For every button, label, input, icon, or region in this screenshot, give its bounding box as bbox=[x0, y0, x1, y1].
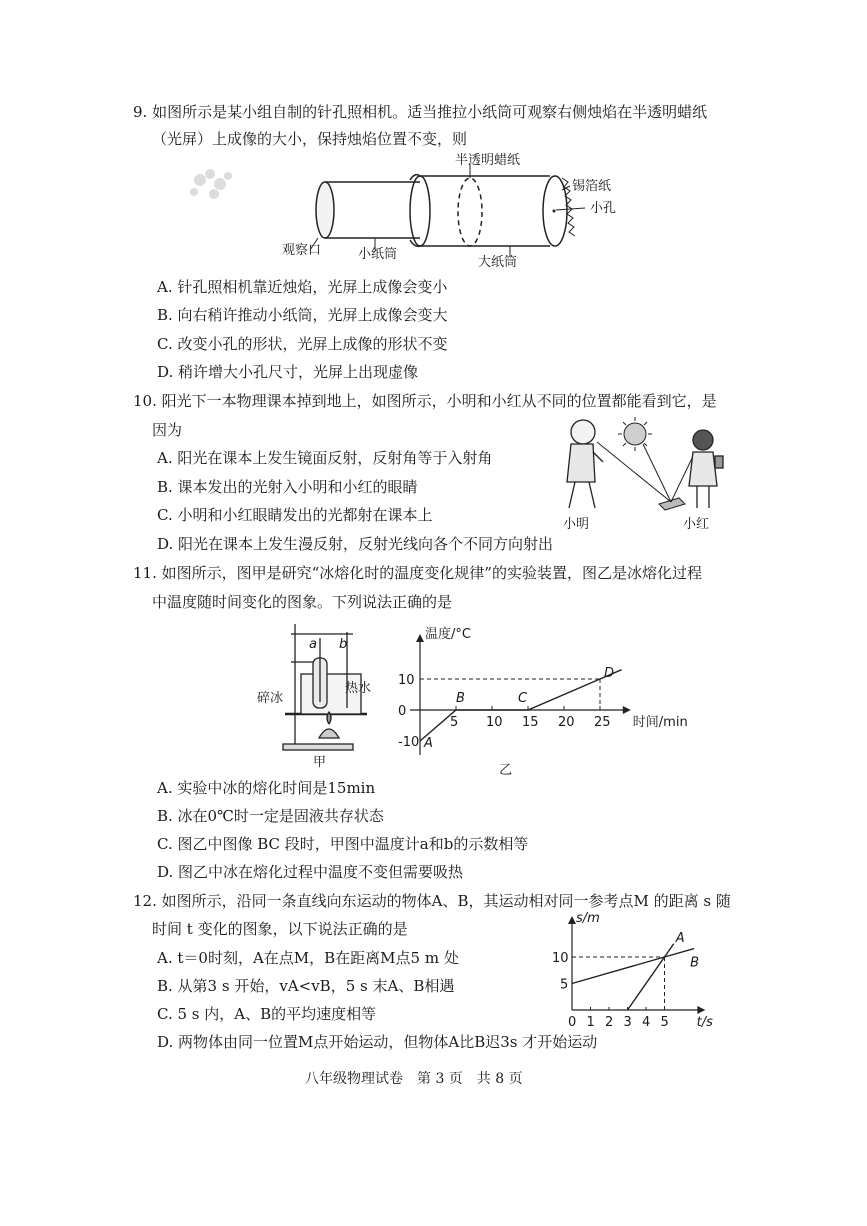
q10-stem-line2: 因为 bbox=[152, 421, 183, 439]
y-tick-label: 10 bbox=[552, 951, 569, 966]
y-axis-label: 温度/°C bbox=[425, 627, 471, 642]
q11-option-c: C. 图乙中图像 BC 段时，甲图中温度计a和b的示数相等 bbox=[157, 835, 529, 853]
q12-stem-line2: 时间 t 变化的图象，以下说法正确的是 bbox=[152, 920, 408, 938]
label-hot-water: 热水 bbox=[345, 681, 372, 696]
x-tick-label: 10 bbox=[486, 715, 503, 730]
x-tick-label: 5 bbox=[450, 715, 459, 730]
q10-diffuse-reflection-figure bbox=[555, 412, 745, 534]
x-tick-label: 0 bbox=[568, 1015, 577, 1030]
q12-stem-line1: 12. 如图所示，沿同一条直线向东运动的物体A、B，其运动相对同一参考点M 的距离 s 随 bbox=[133, 892, 731, 910]
label-big-tube: 大纸筒 bbox=[478, 255, 518, 270]
y-axis-arrow bbox=[416, 634, 424, 642]
label-small-tube: 小纸筒 bbox=[358, 247, 398, 262]
label-eyepiece: 观察口 bbox=[282, 243, 322, 258]
q11-option-d: D. 图乙中冰在熔化过程中温度不变但需要吸热 bbox=[157, 863, 464, 881]
q12-option-d: D. 两物体由同一位置M点开始运动，但物体A比B迟3s 才开始运动 bbox=[157, 1033, 598, 1051]
q11-stem-line1: 11. 如图所示，图甲是研究“冰熔化时的温度变化规律”的实验装置，图乙是冰熔化过程 bbox=[133, 564, 702, 582]
q12-option-b: B. 从第3 s 开始，vA<vB，5 s 末A、B相遇 bbox=[157, 977, 455, 995]
q9-stem-line2: （光屏）上成像的大小，保持烛焰位置不变，则 bbox=[152, 130, 468, 148]
stand-base bbox=[283, 744, 353, 750]
series-line-B bbox=[572, 949, 694, 984]
q11-option-b: B. 冰在0℃时一定是固液共存状态 bbox=[157, 807, 384, 825]
q10-option-d: D. 阳光在课本上发生漫反射，反射光线向各个不同方向射出 bbox=[157, 535, 554, 553]
x-axis-arrow bbox=[623, 706, 631, 714]
y-axis-arrow bbox=[568, 916, 576, 924]
q9-pinhole-camera-figure bbox=[170, 150, 640, 270]
label-translucent-paper: 半透明蜡纸 bbox=[455, 153, 521, 168]
point-label-B: B bbox=[456, 691, 465, 706]
q12-distance-time-chart bbox=[540, 910, 740, 1034]
y-tick-label: 10 bbox=[398, 673, 415, 688]
big-tube bbox=[410, 175, 567, 247]
label-xiaoming: 小明 bbox=[563, 517, 590, 532]
y-tick-label: 0 bbox=[398, 704, 407, 719]
x-axis-arrow bbox=[697, 1006, 705, 1014]
q10-option-b: B. 课本发出的光射入小明和小红的眼睛 bbox=[157, 478, 418, 496]
x-tick-label: 25 bbox=[594, 715, 611, 730]
x-tick-label: 5 bbox=[660, 1015, 669, 1030]
x-tick-label: 1 bbox=[586, 1015, 595, 1030]
page-footer: 八年级物理试卷 第 3 页 共 8 页 bbox=[305, 1071, 523, 1087]
smudge-mark bbox=[190, 169, 232, 199]
x-axis-label: t/s bbox=[696, 1015, 713, 1030]
q11-stem-line2: 中温度随时间变化的图象。下列说法正确的是 bbox=[152, 593, 453, 611]
x-tick-label: 4 bbox=[642, 1015, 651, 1030]
girl-figure bbox=[689, 430, 723, 508]
point-label-D: D bbox=[604, 666, 615, 681]
label-yi: 乙 bbox=[499, 763, 513, 778]
q9-option-a: A. 针孔照相机靠近烛焰，光屏上成像会变小 bbox=[157, 278, 448, 296]
sun-icon bbox=[618, 417, 652, 451]
label-pinhole: 小孔 bbox=[590, 201, 617, 216]
series-label-A: A bbox=[675, 930, 685, 946]
label-xiaohong: 小红 bbox=[683, 517, 710, 532]
label-a: a bbox=[309, 637, 317, 652]
q12-option-c: C. 5 s 内，A、B的平均速度相等 bbox=[157, 1005, 377, 1023]
x-tick-label: 15 bbox=[522, 715, 539, 730]
point-label-C: C bbox=[518, 691, 528, 706]
label-jia: 甲 bbox=[313, 755, 327, 770]
x-tick-label: 3 bbox=[623, 1015, 632, 1030]
q12-option-a: A. t＝0时刻，A在点M，B在距离M点5 m 处 bbox=[157, 949, 459, 967]
alcohol-lamp bbox=[319, 729, 339, 738]
q10-option-c: C. 小明和小红眼睛发出的光都射在课本上 bbox=[157, 506, 433, 524]
q9-stem-line1: 9. 如图所示是某小组自制的针孔照相机。适当推拉小纸筒可观察右侧烛焰在半透明蜡纸 bbox=[133, 103, 708, 121]
small-tube bbox=[316, 182, 420, 238]
boy-figure bbox=[567, 420, 603, 508]
label-foil: 锡箔纸 bbox=[572, 179, 612, 194]
y-tick-label: -10 bbox=[398, 735, 420, 750]
label-b: b bbox=[339, 637, 348, 652]
q9-option-c: C. 改变小孔的形状，光屏上成像的形状不变 bbox=[157, 335, 448, 353]
q10-option-a: A. 阳光在课本上发生镜面反射，反射角等于入射角 bbox=[157, 449, 493, 467]
q9-option-b: B. 向右稍许推动小纸筒，光屏上成像会变大 bbox=[157, 306, 448, 324]
point-label-A: A bbox=[424, 736, 433, 751]
x-tick-label: 2 bbox=[605, 1015, 614, 1030]
x-tick-label: 20 bbox=[558, 715, 575, 730]
y-axis-label: s/m bbox=[576, 911, 600, 926]
series-line-A bbox=[628, 944, 674, 1010]
q9-option-d: D. 稍许增大小孔尺寸，光屏上出现虚像 bbox=[157, 363, 419, 381]
pinhole bbox=[553, 210, 556, 213]
q11-temperature-time-chart bbox=[365, 618, 688, 778]
series-label-B: B bbox=[690, 955, 700, 971]
y-tick-label: 5 bbox=[560, 977, 569, 993]
q11-option-a: A. 实验中冰的熔化时间是15min bbox=[157, 779, 376, 797]
x-axis-label: 时间/min bbox=[632, 715, 688, 730]
q10-stem-line1: 10. 阳光下一本物理课本掉到地上，如图所示，小明和小红从不同的位置都能看到它，是 bbox=[133, 392, 717, 410]
label-crushed-ice: 碎冰 bbox=[257, 691, 284, 706]
